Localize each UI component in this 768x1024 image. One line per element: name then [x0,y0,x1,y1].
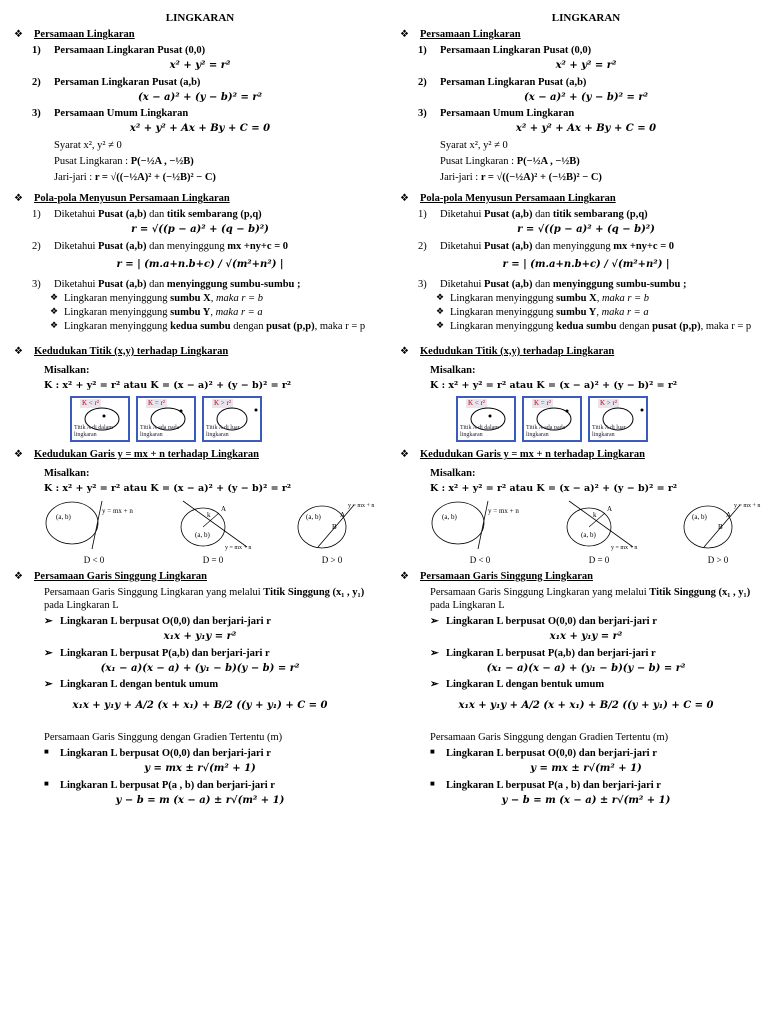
arrow-item [400,678,768,691]
section-title: Persamaan Garis Singgung Lingkaran [34,570,207,582]
text-part: dan [149,278,165,290]
item-text [54,240,288,253]
item-label: Lingkaran L berpusat O(0,0) dan berjari-jari r [60,748,271,760]
text-bold: titik sembarang (p,q) [552,209,648,221]
text-part: , maka r = p [314,320,366,332]
section-pola [400,192,768,205]
item-label: Lingkaran L berpusat P(a , b) dan berjari-jari r [446,779,661,791]
list-item [14,107,386,120]
caption: Titik A ada pada lingkaran [140,425,180,439]
text-bold: sumbu Y [170,306,211,318]
sub-item [14,292,386,305]
equation: y − b = m (x − a) ± r√(m² + 1) [501,794,671,806]
text-bold: sumbu X [170,292,211,304]
discriminant-label: D > 0 [707,554,729,565]
point-outside-box [588,396,648,442]
text-bold: Titik Singgung (x₁ , y₁) [649,586,751,598]
text-part: Diketahui [440,209,482,221]
text-bold: titik sembarang (p,q) [166,209,262,221]
arrow-item [400,615,768,628]
circle-line-diagram [282,499,382,551]
text-part: Diketahui [54,240,96,252]
intro-text [400,586,768,612]
section-title: Persamaan Garis Singgung Lingkaran [420,570,593,582]
pusat-equation: P(−½A , −½B) [130,155,194,167]
item-text [440,208,648,221]
discriminant-label: D < 0 [83,554,105,565]
text-bold: mx +ny+c = 0 [613,240,675,252]
center-label: (a, b) [442,513,457,522]
diamond-bullet-icon: ❖ [50,305,59,316]
equation: y = mx ± r√(m² + 1) [530,763,642,775]
square-bullet-icon: ■ [44,747,49,757]
spacer [400,720,768,728]
text-part: dan menyinggung [535,240,611,252]
item-label: Persamaan Lingkaran Pusat (0,0) [440,44,592,56]
page-title: LINGKARAN [165,12,235,24]
text-bold: menyinggung sumbu-sumbu ; [552,278,687,290]
section-persamaan-lingkaran [400,28,768,41]
text-part: dan [535,278,551,290]
item-label: Lingkaran L dengan bentuk umum [60,679,219,691]
section-title: Pola-pola Menyusun Persamaan Lingkaran [34,193,230,205]
tangent-diagram [549,499,649,566]
square-item [14,747,386,760]
item-number: 2) [418,76,427,88]
square-item [14,779,386,792]
circle-line-diagram [668,499,768,551]
text-part: Diketahui [440,278,482,290]
disjoint-diagram [44,499,144,566]
list-item [400,208,768,221]
circle-line-diagram [163,499,263,551]
center-label: (a, b) [306,513,321,522]
text-bold: mx +ny+c = 0 [227,240,289,252]
arrow-bullet-icon: ➢ [430,647,439,659]
square-item [400,747,768,760]
condition-label: K < r² [468,399,485,408]
diamond-bullet-icon: ❖ [14,449,23,461]
text-part: , maka r = b [210,292,264,304]
diamond-bullet-icon: ❖ [50,319,59,330]
point-outside-box [202,396,262,442]
point-label: A [726,511,732,520]
text-bold: Pusat (a,b) [98,209,147,221]
text-part: , maka r = a [210,306,263,318]
item-number: 3) [32,108,41,120]
circle-line-diagram [549,499,649,551]
text-part: Diketahui [54,278,96,290]
diamond-bullet-icon: ❖ [436,319,445,330]
list-item [400,278,768,291]
equation: r = | (m.a+n.b+c) / √(m²+n²) | [116,259,284,270]
k-equation: K : x² + y² = r² atau K = (x − a)² + (y − b)² = r² [44,483,291,495]
diamond-bullet-icon: ❖ [14,570,23,582]
item-number: 1) [418,44,427,56]
arrow-bullet-icon: ➢ [44,679,53,691]
diamond-bullet-icon: ❖ [50,291,59,302]
diamond-bullet-icon: ❖ [400,346,409,357]
jari-line [400,171,768,184]
radius-label: k [593,511,597,520]
discriminant-label: D > 0 [321,554,343,565]
section-kedudukan-garis [400,448,768,461]
list-item [400,107,768,120]
equation: x₁x + y₁y = r² [163,631,237,643]
item-label: Persamaan Lingkaran Pusat (0,0) [54,44,206,56]
text-part: Lingkaran menyinggung [450,306,554,318]
line-label: y = mx + n [488,507,519,516]
jari-label: Jari-jari : [440,172,479,183]
equation: (x₁ − a)(x − a) + (y₁ − b)(y − b) = r² [486,662,686,674]
text-bold: kedua sumbu [170,320,231,332]
point-label: A [340,511,346,520]
discriminant-label: D = 0 [588,554,610,565]
item-label: Persamaan Umum Lingkaran [440,108,575,120]
section-kedudukan-titik [14,345,386,358]
line-label: y = mx + n [102,507,133,516]
item-number: 2) [32,240,41,252]
text-part: Lingkaran menyinggung [64,320,168,332]
circle-line-diagram [430,499,530,551]
section-title: Kedudukan Titik (x,y) terhadap Lingkaran [420,346,615,357]
point-label: B [332,523,337,532]
item-label: Persaman Lingkaran Pusat (a,b) [440,76,587,88]
page-title: LINGKARAN [551,12,621,24]
point-label: B [718,523,723,532]
section-kedudukan-garis [14,448,386,461]
misalkan-label: Misalkan: [430,468,476,480]
circle-line-diagram [44,499,144,551]
diamond-bullet-icon: ❖ [400,449,409,461]
point-inside-box [456,396,516,442]
item-number: 3) [418,108,427,120]
diamond-bullet-icon: ❖ [400,28,409,40]
text-part: pada Lingkaran L [430,600,505,611]
text-bold: sumbu Y [556,306,597,318]
point-on-box [522,396,582,442]
equation: x² + y² = r² [555,60,617,71]
section-title: Persamaan Lingkaran [420,28,521,40]
equation: y − b = m (x − a) ± r√(m² + 1) [115,794,285,806]
item-label: Lingkaran L berpusat P(a , b) dan berjari-jari r [60,779,275,791]
arrow-item [14,678,386,691]
text-bold: kedua sumbu [556,320,617,332]
item-number: 1) [32,44,41,56]
sub-item [400,320,768,333]
item-number: 2) [418,240,427,252]
equation: r = √((p − a)² + (q − b)²) [131,224,269,236]
equation: x² + y² = r² [169,60,231,71]
text-part: dan menyinggung [149,240,225,252]
intersect-diagram [282,499,382,566]
misalkan-label: Misalkan: [44,468,90,480]
center-label: (a, b) [692,513,707,522]
discriminant-label: D = 0 [202,554,224,565]
text-part: Lingkaran menyinggung [450,320,554,332]
equation: (x₁ − a)(x − a) + (y₁ − b)(y − b) = r² [100,662,300,674]
text-part: dengan [619,320,650,332]
list-item [400,44,768,57]
item-number: 2) [32,76,41,88]
caption: Titik A ada pada lingkaran [526,425,566,439]
text-part: , maka r = a [596,306,649,318]
line-label: y = mx + n [734,503,761,510]
section-title: Pola-pola Menyusun Persamaan Lingkaran [420,193,616,205]
text-part: Lingkaran menyinggung [64,292,168,304]
text-bold: Titik Singgung (x₁ , y₁) [263,586,365,598]
equation: x₁x + y₁y = r² [549,631,623,643]
radius-label: k [207,511,211,520]
gradient-title: Persamaan Garis Singgung dengan Gradien Tertentu (m) [44,732,283,743]
condition-label: K = r² [148,399,165,408]
diamond-bullet-icon: ❖ [14,193,23,205]
syarat-text: Syarat x², y² ≠ 0 [440,139,508,151]
equation: (x − a)² + (y − b)² = r² [138,91,262,103]
k-equation: K : x² + y² = r² atau K = (x − a)² + (y − b)² = r² [430,380,677,392]
text-part: Diketahui [54,209,96,221]
diamond-bullet-icon: ❖ [400,570,409,582]
sub-text [450,306,649,319]
spacer [14,720,386,728]
disjoint-diagram [430,499,530,566]
arrow-bullet-icon: ➢ [430,616,439,628]
item-label: Lingkaran L berpusat O(0,0) dan berjari-jari r [60,616,271,628]
square-item [400,779,768,792]
sub-text [450,292,649,305]
list-item [14,44,386,57]
arrow-bullet-icon: ➢ [430,679,439,691]
condition-label: K > r² [600,399,617,408]
section-title: Persamaan Lingkaran [34,28,135,40]
item-number: 3) [418,278,427,290]
list-item [400,240,768,253]
gradient-title: Persamaan Garis Singgung dengan Gradien Tertentu (m) [430,732,669,743]
caption: Titik A di luar lingkaran [206,425,240,439]
equation: y = mx ± r√(m² + 1) [144,763,256,775]
text-part: , maka r = p [700,320,752,332]
sub-item [14,306,386,319]
equation: x₁x + y₁y + A/2 (x + x₁) + B/2 ((y + y₁) + C = 0 [458,699,714,711]
arrow-item [14,647,386,660]
text-bold: Pusat (a,b) [484,240,533,252]
k-equation: K : x² + y² = r² atau K = (x − a)² + (y − b)² = r² [44,380,291,392]
jari-label: Jari-jari : [54,172,93,183]
line-position-figure [14,499,386,566]
diamond-bullet-icon: ❖ [436,305,445,316]
square-bullet-icon: ■ [44,778,49,788]
item-text [54,278,301,291]
line-position-figure [400,499,768,566]
center-label: (a, b) [581,531,596,540]
square-bullet-icon: ■ [430,747,435,757]
equation: r = | (m.a+n.b+c) / √(m²+n²) | [502,259,670,270]
text-part: , maka r = b [596,292,650,304]
item-text [54,208,262,221]
sub-text [64,320,365,333]
equation: x₁x + y₁y + A/2 (x + x₁) + B/2 ((y + y₁) + C = 0 [72,699,328,711]
item-label: Lingkaran L dengan bentuk umum [446,679,605,691]
text-part: dan [535,209,551,221]
jari-line [14,171,386,184]
caption: Titik A di luar lingkaran [592,425,626,439]
list-item [14,76,386,89]
text-bold: menyinggung sumbu-sumbu ; [166,278,301,290]
section-persamaan-lingkaran [14,28,386,41]
text-bold: pusat (p,p) [652,320,701,332]
equation: (x − a)² + (y − b)² = r² [524,91,648,103]
section-title: Kedudukan Garis y = mx + n terhadap Lingkaran [34,449,259,461]
jari-equation: r = √((−½A)² + (−½B)² − C) [480,172,602,183]
text-bold: Pusat (a,b) [98,278,147,290]
text-bold: pusat (p,p) [266,320,315,332]
point-position-figure [400,396,768,442]
square-bullet-icon: ■ [430,778,435,788]
item-number: 3) [32,278,41,290]
center-label: (a, b) [56,513,71,522]
pusat-label: Pusat Lingkaran : [440,155,515,167]
right-column [400,12,768,810]
line-label: y = mx + n [225,545,252,552]
arrow-bullet-icon: ➢ [44,647,53,659]
arrow-item [14,615,386,628]
sub-text [64,292,263,305]
sub-item [14,320,386,333]
sub-item [400,306,768,319]
caption: Titik A di dalam lingkaran [74,425,113,439]
intro-text [14,586,386,612]
left-column [14,12,386,810]
section-garis-singgung [14,570,386,583]
tangent-diagram [163,499,263,566]
diamond-bullet-icon: ❖ [436,291,445,302]
text-bold: sumbu X [556,292,597,304]
item-text [440,278,687,291]
point-inside-box [70,396,130,442]
center-label: (a, b) [195,531,210,540]
diamond-bullet-icon: ❖ [14,346,23,357]
pusat-equation: P(−½A , −½B) [516,155,580,167]
diamond-bullet-icon: ❖ [400,193,409,205]
text-part: dan [149,209,165,221]
text-part: dengan [233,320,264,332]
item-label: Lingkaran L berpusat O(0,0) dan berjari-jari r [446,616,657,628]
arrow-item [400,647,768,660]
text-part: Diketahui [440,240,482,252]
section-pola [14,192,386,205]
misalkan-label: Misalkan: [44,365,90,377]
condition-label: K = r² [534,399,551,408]
item-text [440,240,674,253]
item-label: Lingkaran L berpusat P(a,b) dan berjari-jari r [60,647,270,659]
equation: x² + y² + Ax + By + C = 0 [129,123,271,135]
pusat-line [400,155,768,168]
intersect-diagram [668,499,768,566]
section-title: Kedudukan Titik (x,y) terhadap Lingkaran [34,346,229,357]
item-label: Lingkaran L berpusat O(0,0) dan berjari-jari r [446,748,657,760]
pusat-line [14,155,386,168]
sub-text [64,306,263,319]
list-item [14,208,386,221]
k-equation: K : x² + y² = r² atau K = (x − a)² + (y − b)² = r² [430,483,677,495]
equation: r = √((p − a)² + (q − b)²) [517,224,655,236]
section-kedudukan-titik [400,345,768,358]
text-part: pada Lingkaran L [44,600,119,611]
item-label: Persamaan Umum Lingkaran [54,108,189,120]
condition-label: K > r² [214,399,231,408]
pusat-label: Pusat Lingkaran : [54,155,129,167]
point-position-figure [14,396,386,442]
discriminant-label: D < 0 [469,554,491,565]
text-bold: Pusat (a,b) [484,209,533,221]
sub-text [450,320,751,333]
condition-label: K < r² [82,399,99,408]
line-label: y = mx + n [348,503,375,510]
misalkan-label: Misalkan: [430,365,476,377]
sub-item [400,292,768,305]
list-item [14,278,386,291]
section-title: Kedudukan Garis y = mx + n terhadap Lingkaran [420,449,645,461]
point-label: A [607,505,613,514]
item-number: 1) [418,209,427,221]
item-label: Lingkaran L berpusat P(a,b) dan berjari-jari r [446,647,656,659]
point-on-box [136,396,196,442]
text-part: Persamaan Garis Singgung Lingkaran yang melalui [44,586,261,598]
section-garis-singgung [400,570,768,583]
equation: x² + y² + Ax + By + C = 0 [515,123,657,135]
caption: Titik A di dalam lingkaran [460,425,499,439]
list-item [14,240,386,253]
text-bold: Pusat (a,b) [484,278,533,290]
text-part: Lingkaran menyinggung [64,306,168,318]
text-part: Persamaan Garis Singgung Lingkaran yang melalui [430,586,647,598]
diamond-bullet-icon: ❖ [14,28,23,40]
line-label: y = mx + n [611,545,638,552]
text-bold: Pusat (a,b) [98,240,147,252]
list-item [400,76,768,89]
text-part: Lingkaran menyinggung [450,292,554,304]
item-number: 1) [32,209,41,221]
syarat-text: Syarat x², y² ≠ 0 [54,139,122,151]
item-label: Persaman Lingkaran Pusat (a,b) [54,76,201,88]
arrow-bullet-icon: ➢ [44,616,53,628]
jari-equation: r = √((−½A)² + (−½B)² − C) [94,172,216,183]
point-label: A [221,505,227,514]
